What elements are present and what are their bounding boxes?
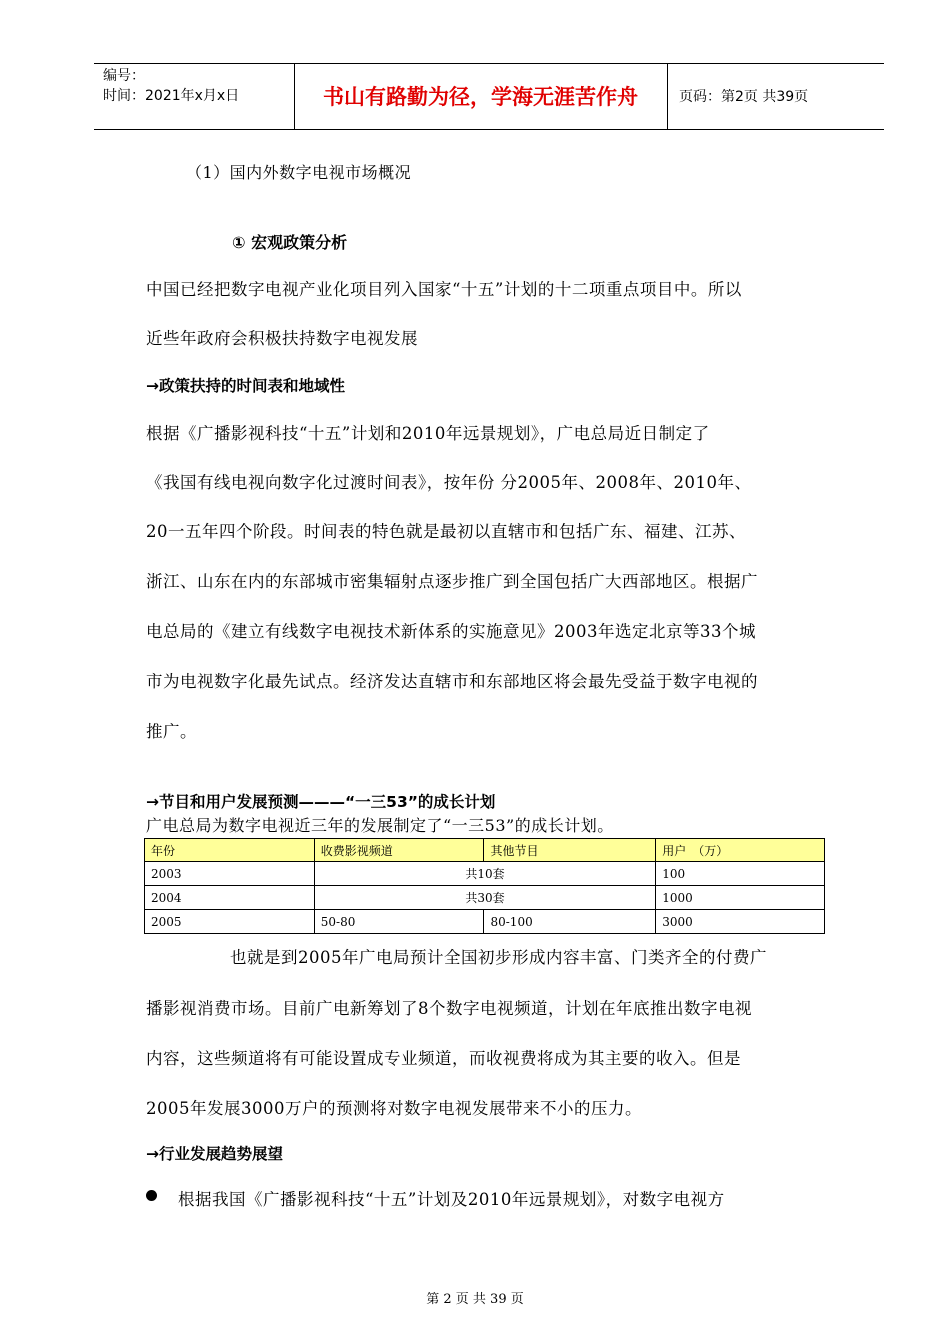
table-row: [145, 862, 825, 886]
page-footer: 第 2 页 共 39 页: [426, 1292, 524, 1307]
table-cell-channels: 共30套: [314, 886, 655, 910]
forecast-intro: 广电总局为数字电视近三年的发展制定了“一三53”的成长计划。: [146, 816, 614, 835]
table-cell-year: 2004: [145, 886, 315, 910]
header-time-label: 时间：2021年x月x日: [103, 88, 240, 104]
header-page-label: 页码：第2页 共39页: [679, 89, 809, 105]
after-table-line: 内容，这些频道将有可能设置成专业频道，而收视费将成为其主要的收入。但是: [146, 1049, 741, 1068]
table-cell-users: 1000: [656, 886, 825, 910]
policy-line: 20一五年四个阶段。时间表的特色就是最初以直辖市和包括广东、福建、江苏、: [146, 522, 746, 541]
table-cell-users: 100: [656, 862, 825, 886]
trend-heading: →行业发展趋势展望: [146, 1145, 283, 1163]
table-row: [145, 886, 825, 910]
subsection-title: ① 宏观政策分析: [232, 233, 348, 252]
policy-line: 推广。: [146, 722, 197, 741]
bullet-text: 根据我国《广播影视科技“十五”计划及2010年远景规划》，对数字电视方: [178, 1190, 725, 1209]
policy-line: 根据《广播影视科技“十五”计划和2010年远景规划》，广电总局近日制定了: [146, 424, 710, 443]
table-cell-other: 80-100: [484, 910, 656, 934]
table-row: [145, 910, 825, 934]
bullet-icon: [146, 1190, 157, 1201]
after-table-line: 播影视消费市场。目前广电新筹划了8个数字电视频道，计划在年底推出数字电视: [146, 999, 752, 1018]
intro-line: 中国已经把数字电视产业化项目列入国家“十五”计划的十二项重点项目中。所以: [146, 280, 742, 299]
table-cell-users: 3000: [656, 910, 825, 934]
policy-line: 浙江、山东在内的东部城市密集辐射点逐步推广到全国包括广大西部地区。根据广: [146, 572, 758, 591]
header-motto: 书山有路勤为径，学海无涯苦作舟: [323, 85, 638, 109]
intro-line: 近些年政府会积极扶持数字电视发展: [146, 329, 418, 348]
table-cell-year: 2003: [145, 862, 315, 886]
table-cell-paid: 50-80: [314, 910, 484, 934]
policy-line: 电总局的《建立有线数字电视技术新体系的实施意见》2003年选定北京等33个城: [146, 622, 756, 641]
forecast-heading: →节目和用户发展预测———“一三53”的成长计划: [146, 793, 496, 811]
table-header-cell: 其他节目: [484, 839, 656, 862]
growth-plan-table: [144, 838, 825, 934]
policy-line: 《我国有线电视向数字化过渡时间表》，按年份 分2005年、2008年、2010年、: [146, 473, 752, 492]
section-title: （1）国内外数字电视市场概况: [186, 163, 412, 182]
policy-heading: →政策扶持的时间表和地域性: [146, 377, 345, 395]
table-header-row: [145, 839, 825, 862]
table-cell-year: 2005: [145, 910, 315, 934]
table-header-cell: 收费影视频道: [314, 839, 484, 862]
after-table-line: 也就是到2005年广电局预计全国初步形成内容丰富、门类齐全的付费广: [230, 948, 767, 967]
header-meta: [103, 66, 239, 106]
table-cell-channels: 共10套: [314, 862, 655, 886]
header-number-label: 编号：: [103, 68, 145, 84]
policy-line: 市为电视数字化最先试点。经济发达直辖市和东部地区将会最先受益于数字电视的: [146, 672, 758, 691]
table-header-cell: 年份: [145, 839, 315, 862]
table-header-cell: 用户 （万）: [656, 839, 825, 862]
after-table-line: 2005年发展3000万户的预测将对数字电视发展带来不小的压力。: [146, 1099, 642, 1118]
header-bottom-rule: [94, 129, 884, 130]
